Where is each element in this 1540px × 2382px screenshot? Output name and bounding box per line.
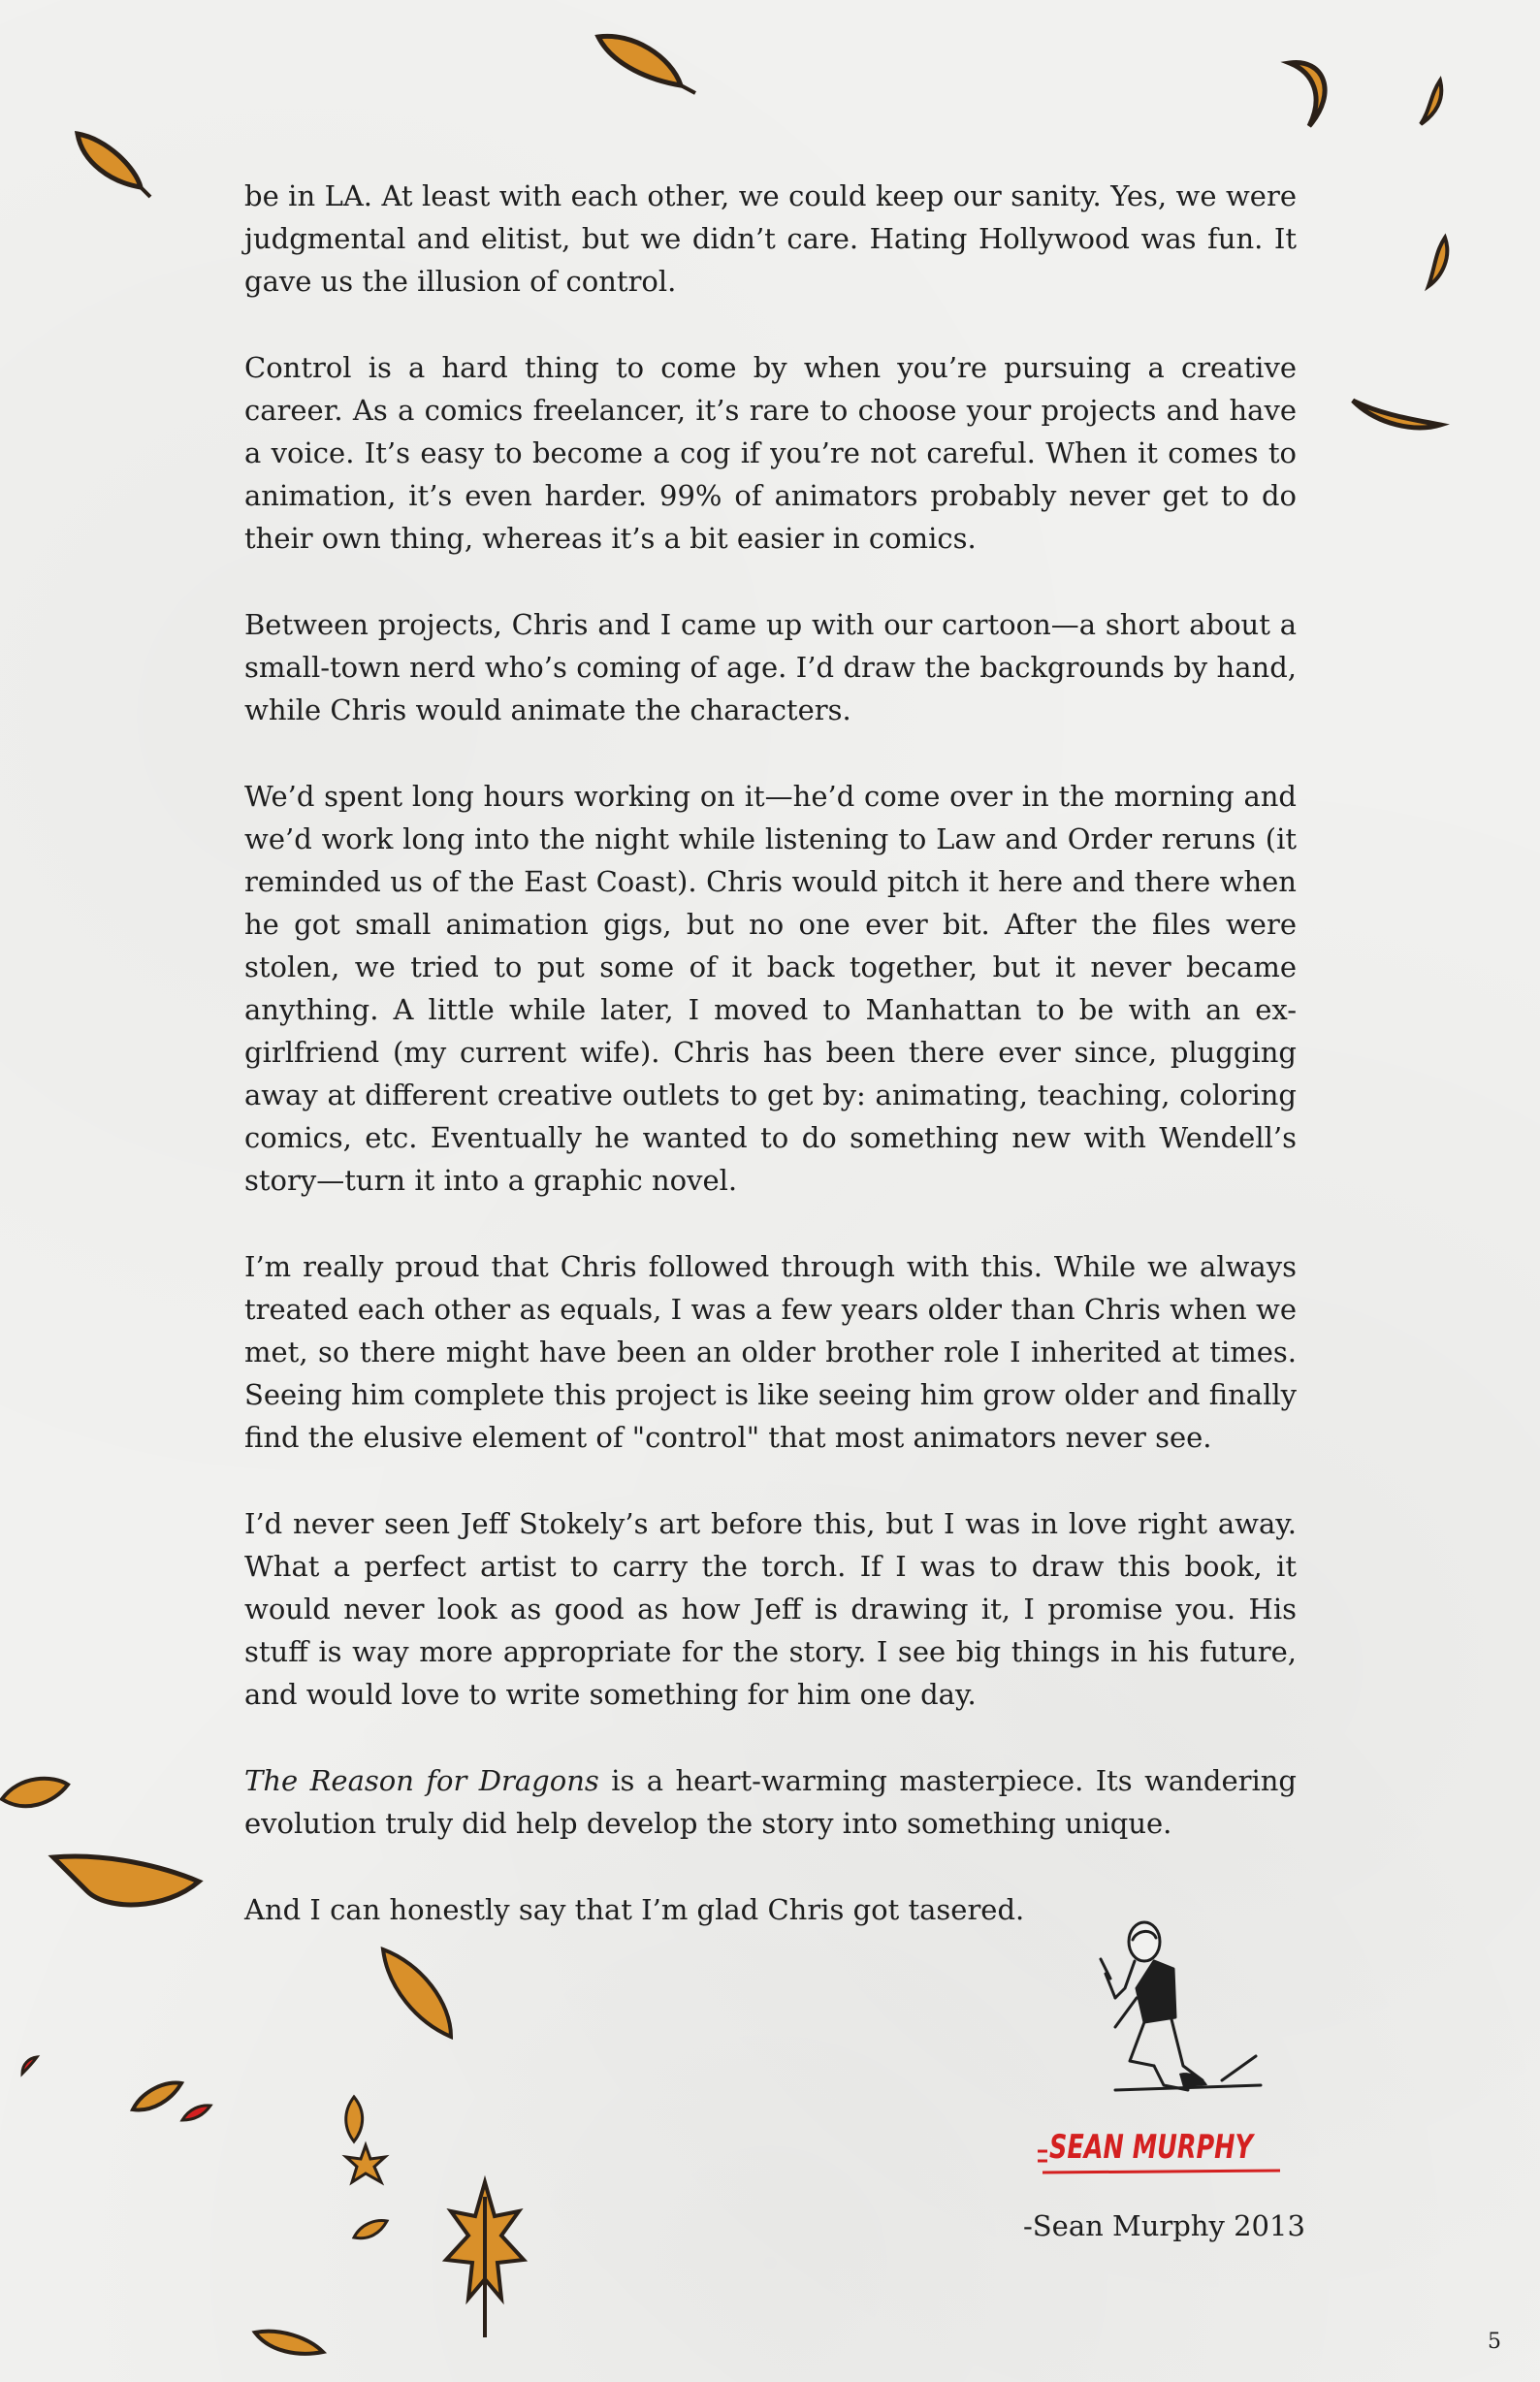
author-signature [1038, 2114, 1290, 2192]
book-title: The Reason for Dragons [244, 1764, 599, 1797]
leaf-icon [351, 2216, 390, 2245]
page-number: 5 [1488, 2330, 1501, 2354]
leaf-icon [339, 2095, 369, 2143]
paragraph: I’m really proud that Chris followed through with this. While we always treated each other as equals, I was a few years older than Chris when we met, so there might have been an older brother role I inherited at times. Seeing him complete this project is like seeing him grow older and finally find the elusive element of "control" that most animators never see. [244, 1250, 1297, 1454]
leaf-icon [594, 27, 700, 95]
closing-line: And I can honestly say that I’m glad Chris got tasered. [244, 1893, 1025, 1926]
leaf-icon [17, 2054, 42, 2078]
paragraph: be in LA. At least with each other, we could keep our sanity. Yes, we were judgmental and elitist, but we didn’t care. Hating Hollywood was fun. It gave us the illusion of control. [244, 179, 1297, 298]
leaf-icon [1285, 53, 1343, 131]
star-leaf-icon [344, 2143, 388, 2187]
leaf-icon [1421, 233, 1455, 291]
leaf-icon [250, 2323, 328, 2362]
signature-text: SEAN MURPHY [1049, 2128, 1256, 2167]
paragraph [244, 1759, 1297, 1845]
leaf-icon [48, 1848, 204, 1925]
leaf-icon [179, 2101, 213, 2125]
author-sketch-illustration [1009, 1901, 1299, 2114]
leaf-icon [0, 1770, 73, 1819]
paragraph: Between projects, Chris and I came up with our cartoon—a short about a small-town nerd who’s coming of age. I’d draw the backgrounds by hand, while Chris would animate the characters. [244, 608, 1297, 726]
leaf-icon [1411, 76, 1450, 129]
leaf-icon [1348, 396, 1445, 439]
leaf-icon [128, 2076, 186, 2119]
leaf-icon [68, 124, 155, 202]
paragraph: We’d spent long hours working on it—he’d come over in the morning and we’d work long into the night while listening to Law and Order reruns (it reminded us of the East Coast). Chris would pitch it here and there when he got small animation gigs, but no one ever bit. After the files were stolen, we tried to put some of it back together, but it never became anything. A little while later, I moved to Manhattan to be with an ex-girlfriend (my current wife). Chris has been there ever since, plugging away at different creative outlets to get by: animating, teaching, coloring comics, etc. Eventually he wanted to do something new with Wendell’s story—turn it into a graphic novel. [244, 780, 1297, 1197]
paragraph: I’d never seen Jeff Stokely’s art before this, but I was in love right away. What a perfect artist to carry the torch. If I was to draw this book, it would never look as good as how Jeff is drawing it, I promise you. His stuff is way more appropriate for the story. I see big things in his future, and would love to write something for him one day. [244, 1507, 1297, 1711]
author-credit: -Sean Murphy 2013 [1023, 2209, 1305, 2242]
maple-leaf-icon [441, 2177, 529, 2342]
article-body [244, 175, 1297, 1975]
book-paragraph-text: is a heart-warming masterpiece. Its wandering evolution truly did help develop the story into something unique. [244, 1764, 1297, 1840]
paragraph: Control is a hard thing to come by when you’re pursuing a creative career. As a comics freelancer, it’s rare to choose your projects and have a voice. It’s easy to become a cog if you’re not careful. When it comes to animation, it’s even harder. 99% of animators probably never get to do their own thing, whereas it’s a bit easier in comics. [244, 351, 1297, 555]
